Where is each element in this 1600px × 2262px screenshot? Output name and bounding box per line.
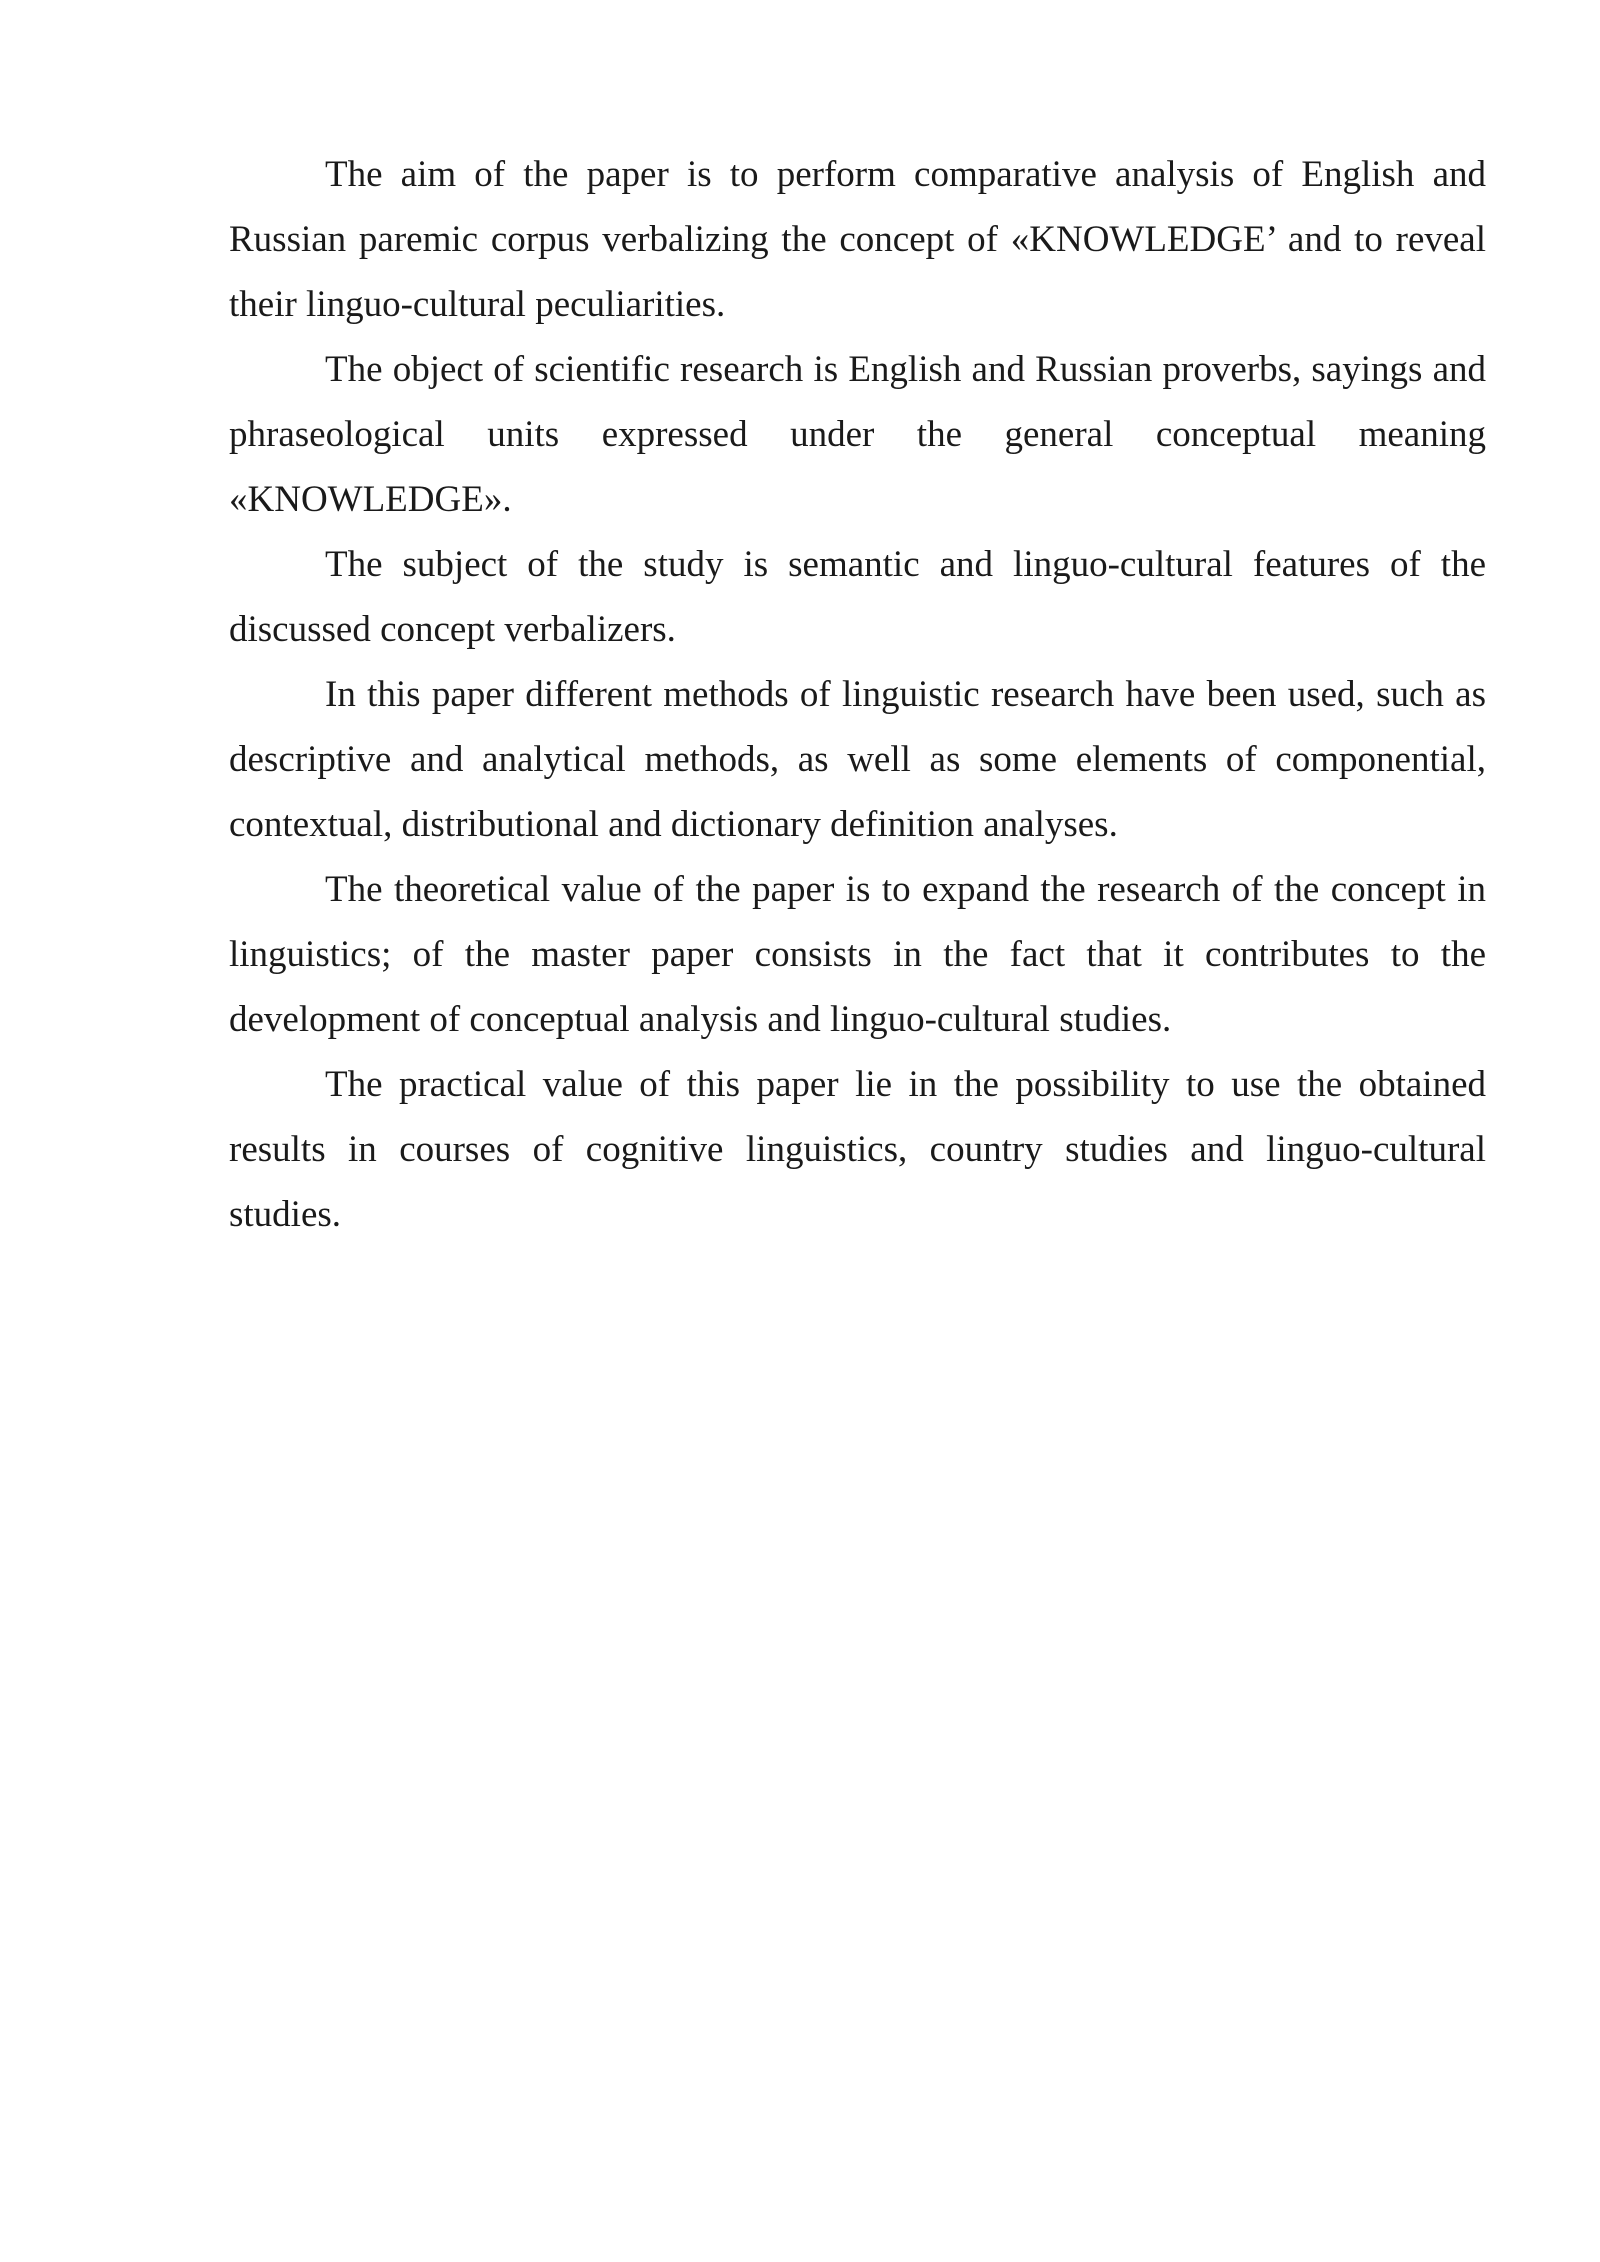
document-body — [229, 142, 1486, 1247]
paragraph-methods: In this paper different methods of linguistic research have been used, such as descriptive and analytical methods, as well as some elements of componential, contextual, distributional and dictionary definition analyses. — [229, 674, 1486, 845]
paragraph-theoretical-value: The theoretical value of the paper is to expand the research of the concept in linguistics; of the master paper consists in the fact that it contributes to the development of conceptual analysis and linguo-cultural studies. — [229, 869, 1486, 1040]
paragraph-subject: The subject of the study is semantic and linguo-cultural features of the discussed concept verbalizers. — [229, 544, 1486, 650]
paragraph-object: The object of scientific research is English and Russian proverbs, sayings and phraseological units expressed under the general conceptual meaning «KNOWLEDGE». — [229, 349, 1486, 520]
paragraph-practical-value: The practical value of this paper lie in the possibility to use the obtained results in courses of cognitive linguistics, country studies and linguo-cultural studies. — [229, 1064, 1486, 1235]
paragraph-aim: The aim of the paper is to perform comparative analysis of English and Russian paremic corpus verbalizing the concept of «KNOWLEDGE’ and to reveal their linguo-cultural peculiarities. — [229, 154, 1486, 325]
